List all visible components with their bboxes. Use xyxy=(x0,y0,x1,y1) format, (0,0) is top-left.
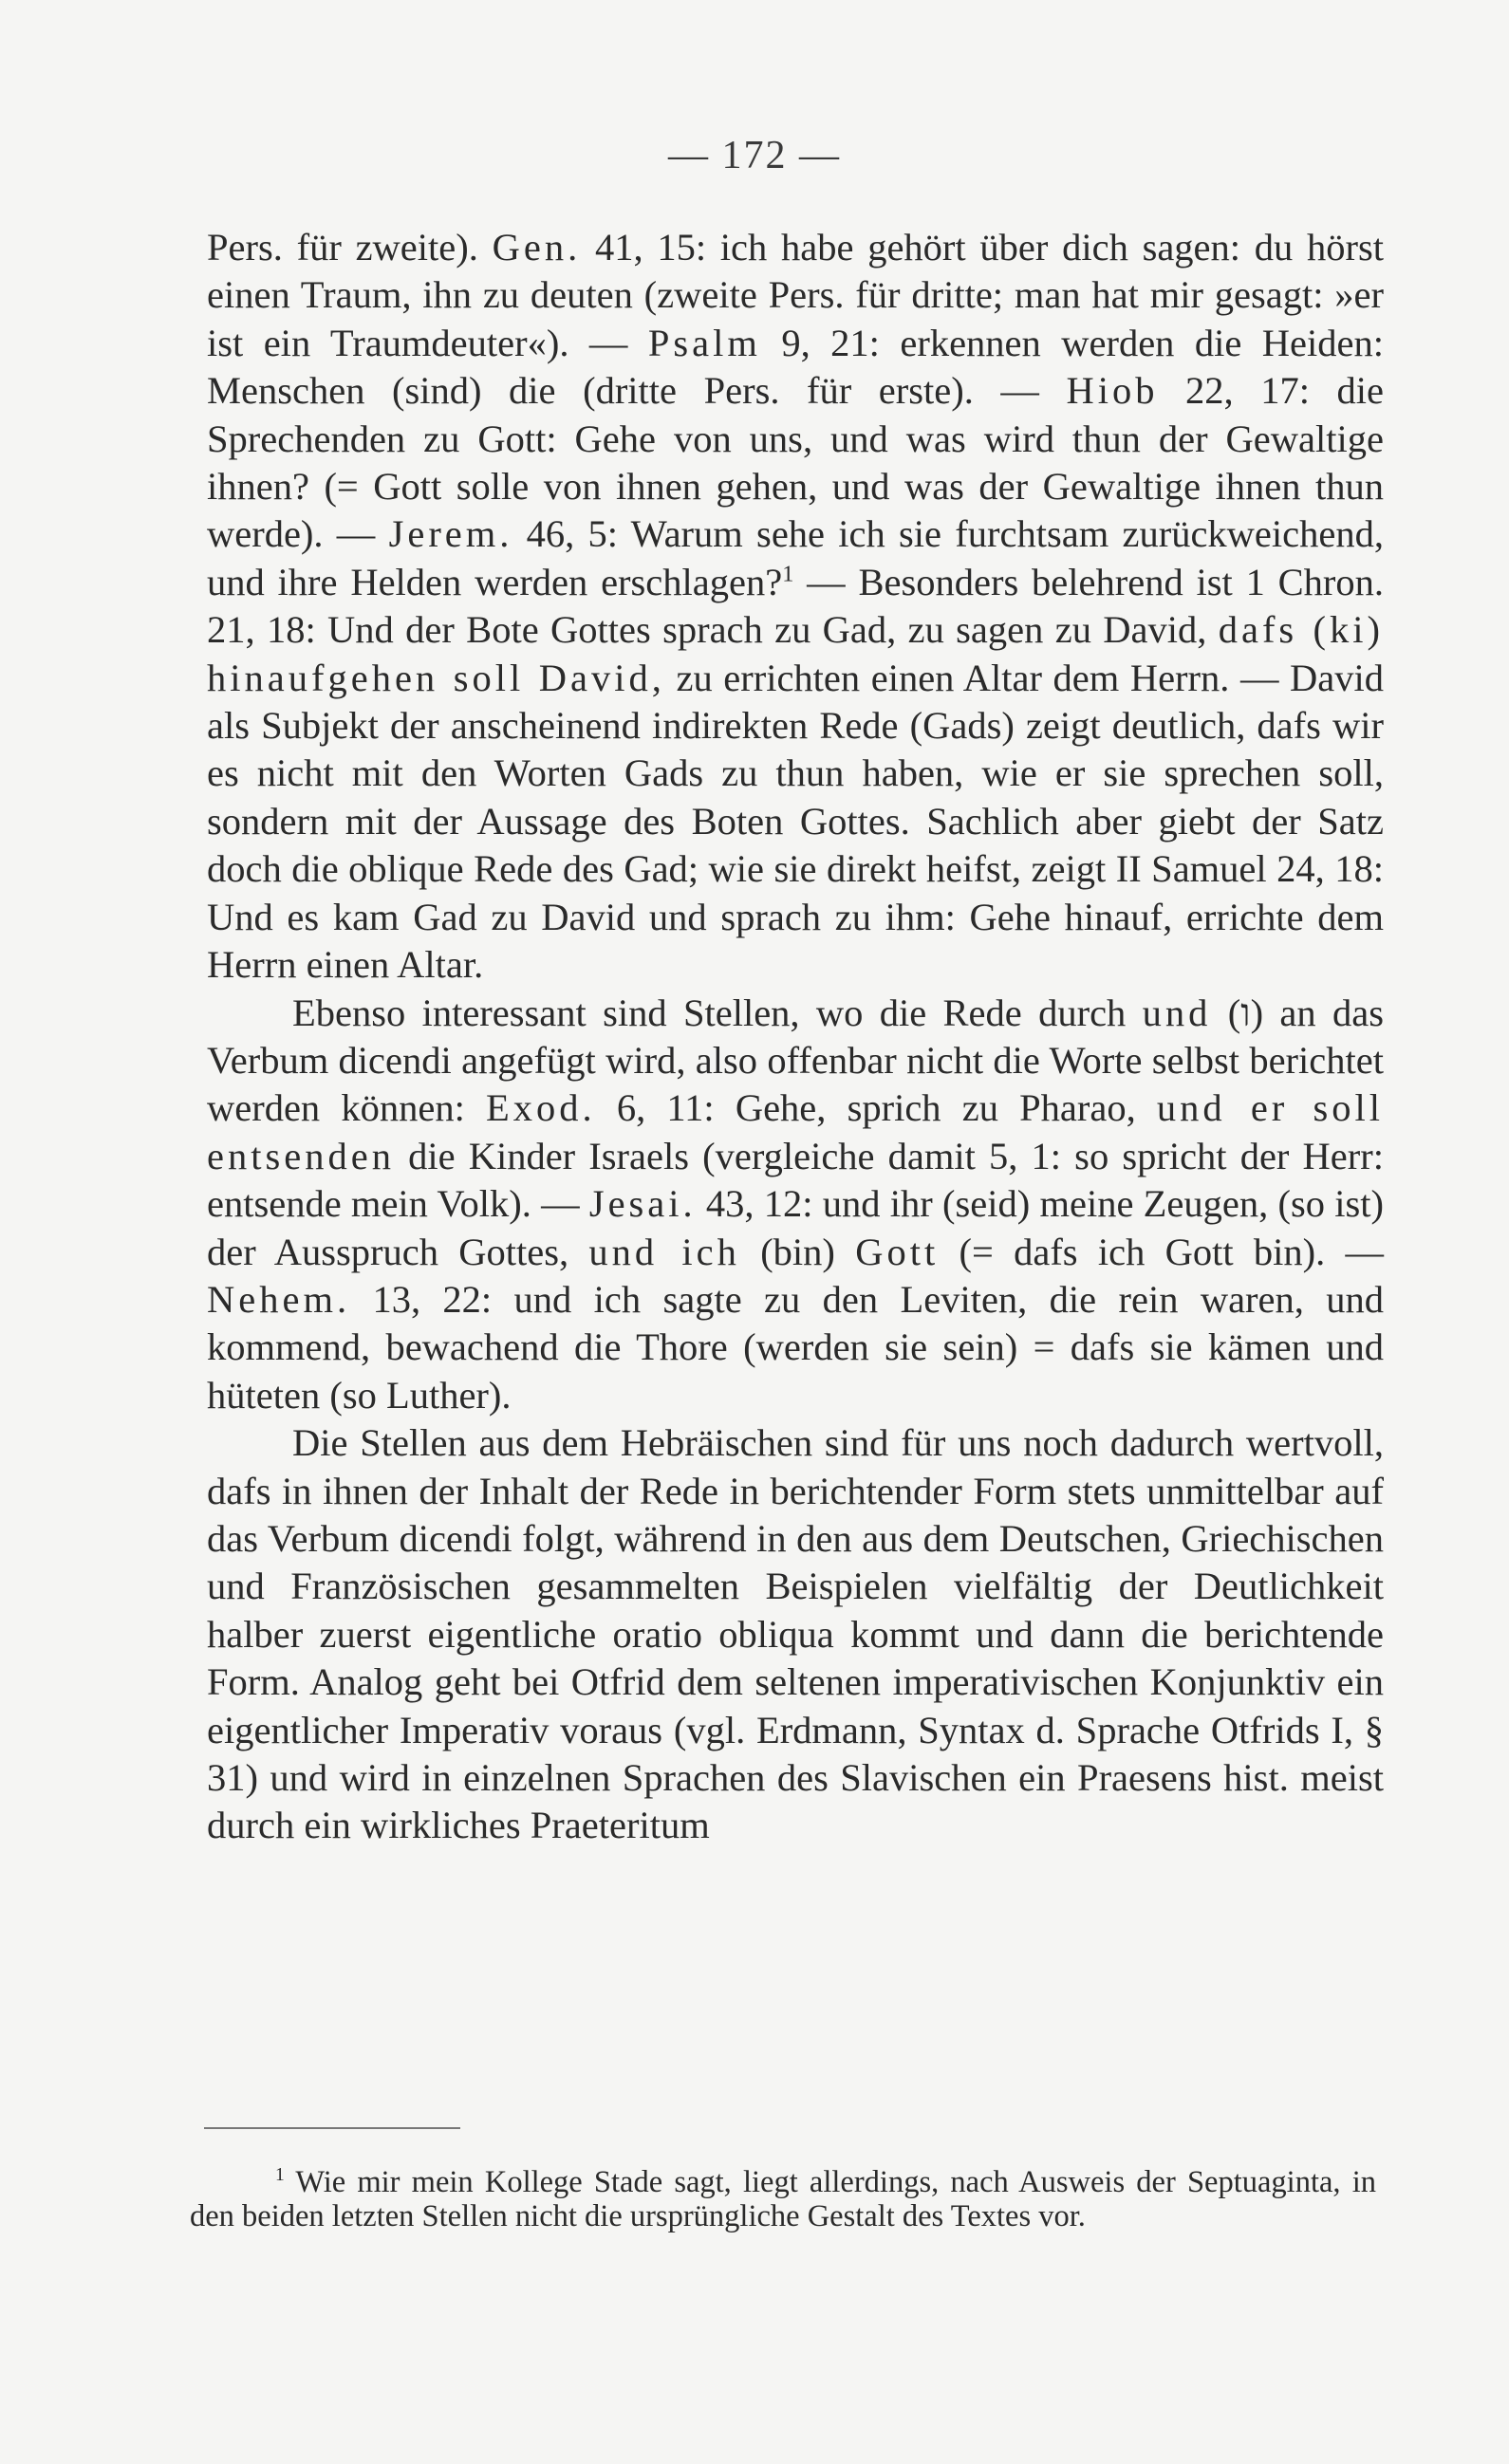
text-run: 46, 5: Warum sehe ich sie furchtsam zurückweichend, und ihre Helden werden erschlagen? xyxy=(207,512,1384,603)
body-text xyxy=(207,224,1384,1850)
text-run: (= dafs ich Gott bin). — xyxy=(939,1230,1385,1273)
paragraph-1 xyxy=(207,224,1384,990)
page-number: — 172 — xyxy=(668,134,841,177)
spaced-emphasis: Jerem. xyxy=(388,512,513,556)
footnote-reference: 1 xyxy=(782,561,794,587)
footnote-marker: 1 xyxy=(275,2165,285,2186)
spaced-emphasis: Gen. xyxy=(492,226,582,269)
text-run: 43, 12: und ihr (seid) meine Zeugen, (so ist) der Ausspruch Gottes, xyxy=(207,1182,1384,1273)
text-run: Pers. für zweite). xyxy=(207,226,493,269)
footnote-divider xyxy=(204,2127,460,2129)
paragraph-3 xyxy=(207,1419,1384,1850)
text-run: Die Stellen aus dem Hebräischen sind für uns noch dadurch wertvoll, dafs in ihnen der Inhalt der Rede in berichtender Form stets unmittelbar auf das Verbum dicendi folgt, während in den aus dem Deutschen, Griechischen und Französischen gesammelten Beispielen vielfältig der Deutlichkeit halber zuerst eigentliche oratio obliqua kommt und dann die berichtende Form. Analog geht bei Otfrid dem seltenen imperativischen Konjunktiv ein eigentlicher Imperativ voraus (vgl. Erdmann, Syntax d. Sprache Otfrids I, § 31) und wird in einzelnen Sprachen des Slavischen ein Praesens hist. meist durch ein wirkliches Praeteritum xyxy=(207,1421,1384,1847)
footnote-text: Wie mir mein Kollege Stade sagt, liegt allerdings, nach Ausweis der Septuaginta, in den beiden letzten Stellen nicht die ursprüngliche Gestalt des Textes vor. xyxy=(190,2165,1376,2233)
footnote-1 xyxy=(190,2165,1376,2233)
text-run: zu errichten einen Altar dem Herrn. — David als Subjekt der anscheinend indirekten Rede (Gads) zeigt deutlich, dafs wir es nicht mit den Worten Gads zu thun haben, wie er sie sprechen soll, sondern mit der Aussage des Boten Gottes. Sachlich aber giebt der Satz doch die oblique Rede des Gad; wie sie direkt heifst, zeigt II Samuel 24, 18: Und es kam Gad zu David und sprach zu ihm: Gehe hinauf, errichte dem Herrn einen Altar. xyxy=(207,656,1384,987)
text-run: — Besonders belehrend ist 1 Chron. 21, 18: Und der Bote Gottes sprach zu Gad, zu sagen zu David, xyxy=(207,560,1385,652)
text-run: 9, 21: erkennen werden die Heiden: Menschen (sind) die (dritte Pers. für erste). — xyxy=(207,321,1384,413)
spaced-emphasis: Hiob xyxy=(1066,369,1159,413)
text-run: 41, 15: ich habe gehört über dich sagen: du hörst einen Traum, ihn zu deuten (zweite Pers. für dritte; man hat mir gesagt: »er ist ein Traumdeuter«). — xyxy=(207,226,1385,364)
text-run: (ו) an das Verbum dicendi angefügt wird, also offenbar nicht die Worte selbst berichtet werden können: xyxy=(207,991,1384,1130)
spaced-emphasis: Gott xyxy=(855,1230,940,1273)
spaced-emphasis: Nehem. xyxy=(207,1277,351,1321)
text-run: (bin) xyxy=(739,1230,856,1273)
spaced-emphasis: Exod. xyxy=(486,1086,596,1130)
text-run: 6, 11: Gehe, sprich zu Pharao, xyxy=(595,1086,1157,1130)
spaced-emphasis: Jesai. xyxy=(588,1182,697,1226)
paragraph-2 xyxy=(207,990,1384,1420)
spaced-emphasis: und ich xyxy=(588,1230,740,1273)
footnotes xyxy=(190,2165,1376,2233)
spaced-emphasis: und er soll entsenden xyxy=(207,1086,1384,1177)
text-run: Ebenso interessant sind Stellen, wo die Rede durch xyxy=(292,991,1143,1034)
spaced-emphasis: und xyxy=(1142,991,1212,1034)
text-run: die Kinder Israels (vergleiche damit 5, 1: so spricht der Herr: entsende mein Volk). — xyxy=(207,1134,1384,1226)
spaced-emphasis: Psalm xyxy=(647,321,761,364)
spaced-emphasis: dafs (ki) hinaufgehen soll David, xyxy=(207,608,1385,699)
text-run: 13, 22: und ich sagte zu den Leviten, die rein waren, und kommend, bewachend die Thore (werden sie sein) = dafs sie kämen und hüteten (so Luther). xyxy=(207,1277,1384,1417)
text-run: 22, 17: die Sprechenden zu Gott: Gehe von uns, und was wird thun der Gewaltige ihnen? (= Gott solle von ihnen gehen, und was der Gewaltige ihnen thun werde). — xyxy=(207,369,1385,556)
